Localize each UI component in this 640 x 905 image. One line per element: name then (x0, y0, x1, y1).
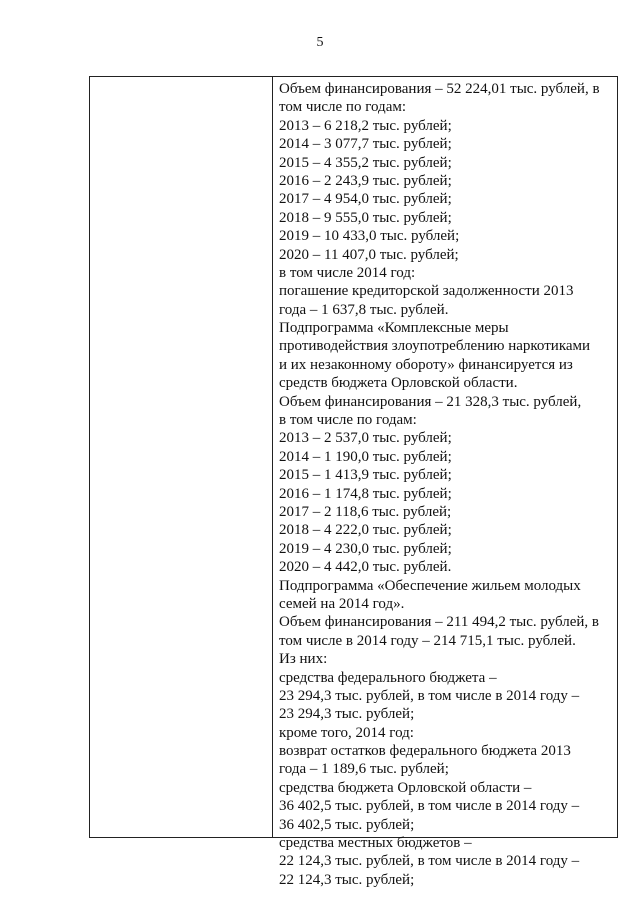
text-line: Объем финансирования – 52 224,01 тыс. рублей, в (279, 81, 600, 97)
text-line: Из них: (279, 651, 328, 668)
text-line: возврат остатков федерального бюджета 2013 (279, 743, 571, 760)
table-cell-right (279, 80, 613, 889)
text-line: 2018 – 9 555,0 тыс. рублей; (279, 209, 452, 226)
text-line: кроме того, 2014 год: (279, 724, 414, 741)
text-line: Объем финансирования – 21 328,3 тыс. рублей, (279, 393, 582, 410)
text-line: 2015 – 1 413,9 тыс. рублей; (279, 467, 452, 484)
text-line: средства местных бюджетов – (279, 835, 472, 852)
text-line: 2015 – 4 355,2 тыс. рублей; (279, 154, 452, 171)
text-line: противодействия злоупотреблению наркотиками (279, 338, 591, 355)
text-line: 2013 – 2 537,0 тыс. рублей; (279, 430, 452, 447)
text-line: том числе в 2014 году – 214 715,1 тыс. рублей. (279, 632, 576, 649)
text-line: года – 1 189,6 тыс. рублей; (279, 761, 449, 778)
text-line: 2017 – 2 118,6 тыс. рублей; (279, 503, 452, 520)
text-line: 2019 – 10 433,0 тыс. рублей; (279, 228, 460, 245)
text-line: 22 124,3 тыс. рублей; (279, 871, 415, 888)
column-divider (272, 76, 273, 838)
text-line: Подпрограмма «Обеспечение жильем молодых (279, 577, 581, 594)
text-line: 2020 – 4 442,0 тыс. рублей. (279, 559, 452, 576)
text-line: 23 294,3 тыс. рублей; (279, 706, 415, 723)
text-line: погашение кредиторской задолженности 2013 (279, 283, 574, 300)
text-line: семей на 2014 год». (279, 595, 405, 612)
text-line: 2013 – 6 218,2 тыс. рублей; (279, 117, 452, 134)
text-line: Объем финансирования – 211 494,2 тыс. рублей, в (279, 614, 599, 631)
text-line: 2017 – 4 954,0 тыс. рублей; (279, 191, 452, 208)
text-line: в том числе 2014 год: (279, 264, 416, 281)
text-line: том числе по годам: (279, 99, 407, 116)
text-line: 36 402,5 тыс. рублей; (279, 816, 415, 833)
page-number: 5 (316, 35, 324, 50)
text-line: средства федерального бюджета – (279, 669, 497, 686)
text-line: средства бюджета Орловской области – (279, 779, 532, 796)
text-line: 2019 – 4 230,0 тыс. рублей; (279, 540, 452, 557)
text-line: средств бюджета Орловской области. (279, 375, 518, 392)
text-line: 2014 – 1 190,0 тыс. рублей; (279, 448, 452, 465)
text-line: 2016 – 2 243,9 тыс. рублей; (279, 172, 452, 189)
text-line: 23 294,3 тыс. рублей, в том числе в 2014 году – (279, 687, 580, 704)
text-line: 2014 – 3 077,7 тыс. рублей; (279, 136, 452, 153)
text-line: года – 1 637,8 тыс. рублей. (279, 301, 449, 318)
text-line: 36 402,5 тыс. рублей, в том числе в 2014 году – (279, 798, 580, 815)
text-line: 22 124,3 тыс. рублей, в том числе в 2014 году – (279, 853, 580, 870)
text-line: и их незаконному обороту» финансируется из (279, 356, 573, 373)
text-line: 2016 – 1 174,8 тыс. рублей; (279, 485, 452, 502)
text-line: 2018 – 4 222,0 тыс. рублей; (279, 522, 452, 539)
text-line: Подпрограмма «Комплексные меры (279, 320, 509, 337)
text-line: в том числе по годам: (279, 412, 417, 429)
text-line: 2020 – 11 407,0 тыс. рублей; (279, 246, 459, 263)
